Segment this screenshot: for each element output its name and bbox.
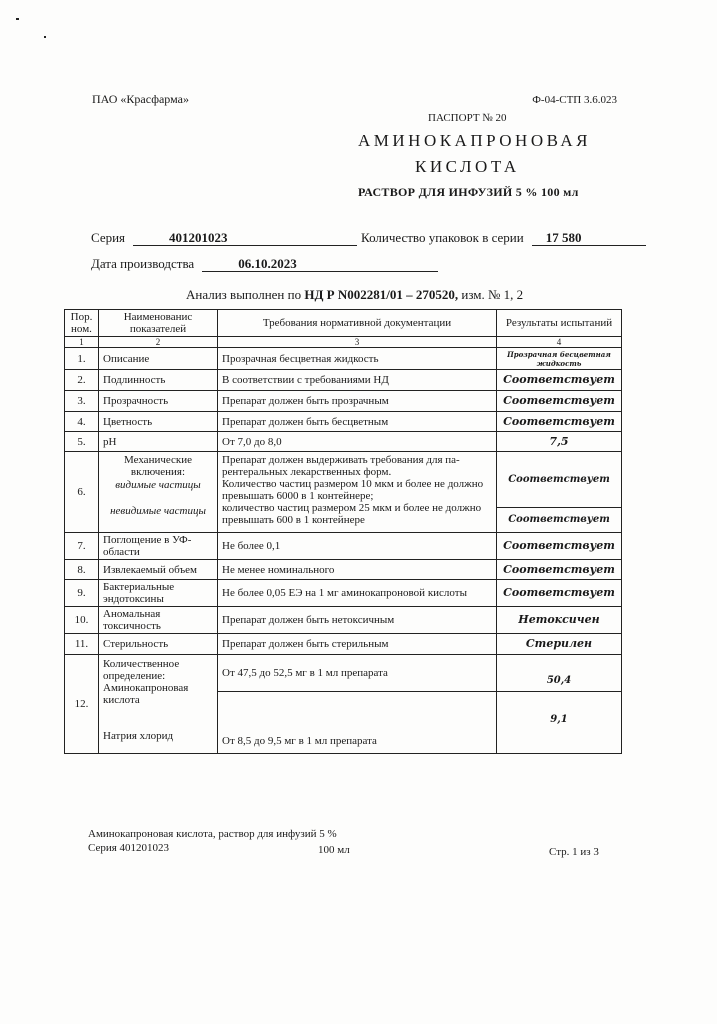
row-name: Извлекаемый объем (99, 560, 218, 580)
table-row (65, 655, 622, 754)
row-number: 10. (65, 607, 99, 634)
row-number: 12. (65, 655, 99, 754)
row-name: Поглощение в УФ-области (99, 533, 218, 560)
row-name: pH (99, 432, 218, 452)
row-result: Соответствует (497, 580, 622, 607)
row-result: Соответствует (497, 452, 621, 508)
row-result-split (497, 452, 622, 533)
row-number: 8. (65, 560, 99, 580)
row-requirement: Не более 0,1 (218, 533, 497, 560)
footer-page: Стр. 1 из 3 (549, 846, 599, 858)
subtitle: РАСТВОР ДЛЯ ИНФУЗИЙ 5 % 100 мл (358, 185, 579, 199)
row-requirement: Прозрачная бесцветная жидкость (218, 348, 497, 370)
row-result: Стерилен (497, 634, 622, 655)
row-requirement-part: Препарат должен выдерживать требования для па-рентеральных лекарственных форм. (222, 454, 460, 478)
row-number: 9. (65, 580, 99, 607)
date-line (91, 255, 438, 273)
passport-number: ПАСПОРТ № 20 (428, 112, 507, 124)
row-number: 2. (65, 370, 99, 391)
row-result-split (497, 655, 622, 754)
footer-series: Серия 401201023 (88, 842, 170, 854)
table-row (65, 370, 622, 391)
analysis-statement (186, 287, 523, 303)
row-name (99, 452, 218, 533)
analysis-document: НД Р N002281/01 – 270520, (304, 287, 459, 302)
row-requirement: Препарат должен быть прозрачным (218, 391, 497, 412)
row-requirement-part: От 47,5 до 52,5 мг в 1 мл препарата (218, 655, 496, 692)
results-table (64, 309, 622, 754)
header-results: Результаты испытаний (497, 310, 622, 337)
table-row (65, 560, 622, 580)
row-number: 5. (65, 432, 99, 452)
series-value: 401201023 (133, 230, 357, 246)
header-number: Пор. ном. (65, 310, 99, 337)
row-number: 1. (65, 348, 99, 370)
row-number: 11. (65, 634, 99, 655)
title-line-1: АМИНОКАПРОНОВАЯ (358, 131, 591, 150)
date-label: Дата производства (91, 256, 195, 271)
row-requirement (218, 452, 497, 533)
date-value: 06.10.2023 (202, 256, 438, 272)
header-name: Наименованис показателей (99, 310, 218, 337)
analysis-suffix: изм. № 1, 2 (461, 287, 524, 302)
qty-value: 17 580 (532, 230, 646, 246)
row-name: Аномальная токсичность (99, 607, 218, 634)
row-name-sub: видимые частицы (115, 479, 201, 491)
row-name: Стерильность (99, 634, 218, 655)
row-result: 7,5 (497, 432, 622, 452)
row-result: Соответствует (508, 514, 610, 525)
row-name (99, 655, 218, 754)
row-requirement: Не более 0,05 ЕЭ на 1 мг аминокапроновой кислоты (218, 580, 497, 607)
row-requirement-part: Количество частиц размером 10 мкм и более не должно превышать 6000 в 1 контейнере; (222, 478, 484, 502)
footer-volume: 100 мл (318, 844, 350, 856)
form-code: Ф-04-СТП 3.6.023 (532, 94, 617, 106)
row-result: 9,1 (550, 713, 568, 725)
row-result: Соответствует (497, 560, 622, 580)
row-requirement-split (218, 655, 497, 754)
table-row (65, 412, 622, 432)
row-requirement: Не менее номинального (218, 560, 497, 580)
row-requirement: Препарат должен быть нетоксичным (218, 607, 497, 634)
row-requirement: Препарат должен быть стерильным (218, 634, 497, 655)
table-row (65, 432, 622, 452)
row-name-sub: Натрия хлорид (103, 730, 174, 742)
row-result: Нетоксичен (497, 607, 622, 634)
table-row (65, 634, 622, 655)
row-number: 6. (65, 452, 99, 533)
table-row (65, 452, 622, 533)
table-row (65, 607, 622, 634)
row-requirement-part: количество частиц размером 25 мкм и более не должно превышать 600 в 1 контейнере (222, 502, 482, 526)
analysis-prefix: Анализ выполнен по (186, 287, 302, 302)
series-label: Серия (91, 230, 126, 245)
table-header-row (65, 310, 622, 337)
qty-label: Количество упаковок в серии (361, 230, 524, 245)
column-number-row (65, 337, 622, 348)
col-number: 4 (497, 337, 622, 348)
col-number: 1 (65, 337, 99, 348)
row-requirement-part: От 8,5 до 9,5 мг в 1 мл препарата (222, 735, 377, 747)
row-name: Описание (99, 348, 218, 370)
row-number: 4. (65, 412, 99, 432)
row-result: Соответствует (497, 533, 622, 560)
row-name: Бактериальные эндотоксины (99, 580, 218, 607)
row-number: 7. (65, 533, 99, 560)
header-requirements: Требования нормативной документации (218, 310, 497, 337)
row-result: Соответствует (497, 370, 622, 391)
title-line-2: КИСЛОТА (415, 157, 520, 176)
row-name: Подлинность (99, 370, 218, 391)
table-row (65, 391, 622, 412)
row-result: Прозрачная бесцветная жидкость (497, 348, 622, 370)
series-line (91, 229, 646, 247)
row-result: 50,4 (497, 656, 621, 692)
footer-product: Аминокапроновая кислота, раствор для инфузий 5 % (88, 828, 337, 840)
row-name-main: Количественное определение: Аминокапроновая кислота (103, 658, 189, 706)
col-number: 2 (99, 337, 218, 348)
row-name-main: Механические включения: (123, 454, 193, 478)
row-result: Соответствует (497, 391, 622, 412)
row-result: Соответствует (497, 412, 622, 432)
scan-artifact (44, 36, 46, 38)
row-name-sub: невидимые частицы (110, 505, 206, 517)
row-requirement: Препарат должен быть бесцветным (218, 412, 497, 432)
row-requirement: От 7,0 до 8,0 (218, 432, 497, 452)
row-requirement: В соответствии с требованиями НД (218, 370, 497, 391)
organization-name: ПАО «Красфарма» (92, 92, 189, 106)
col-number: 3 (218, 337, 497, 348)
row-number: 3. (65, 391, 99, 412)
scan-artifact (16, 18, 19, 20)
table-row (65, 580, 622, 607)
table-row (65, 348, 622, 370)
table-row (65, 533, 622, 560)
row-name: Прозрачность (99, 391, 218, 412)
row-name: Цветность (99, 412, 218, 432)
